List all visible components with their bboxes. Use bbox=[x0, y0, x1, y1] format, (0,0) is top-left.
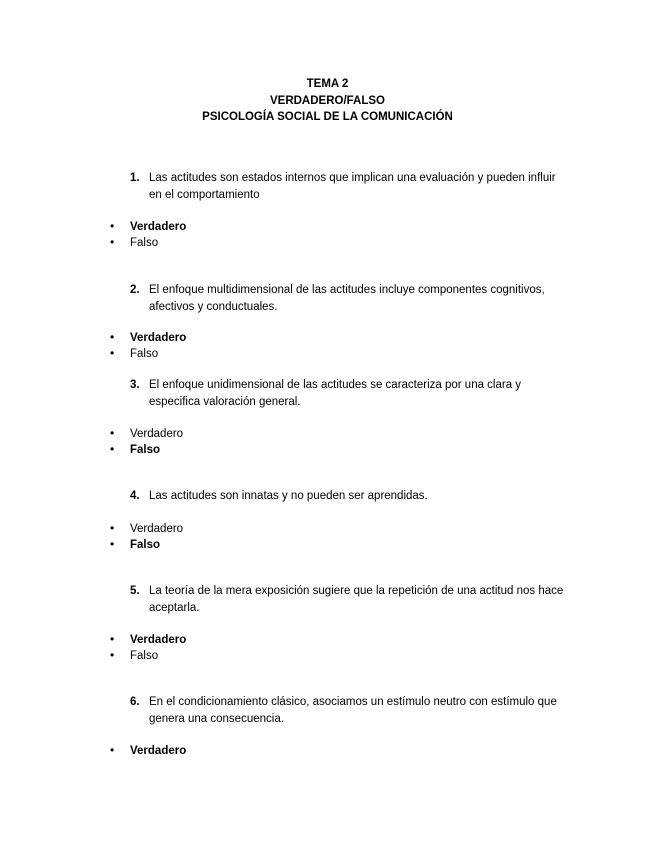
question-number: 3. bbox=[130, 379, 140, 391]
option-true: • Verdadero bbox=[110, 521, 184, 535]
option-false: • Falso bbox=[110, 537, 161, 551]
question-text: El enfoque unidimensional de las actitudes se caracteriza por una clara y especifica valoración general. bbox=[149, 379, 522, 408]
question-number: 5. bbox=[130, 585, 140, 597]
question-text: En el condicionamiento clásico, asociamos un estímulo neutro con estímulo que genera una consecuencia. bbox=[149, 696, 557, 725]
bullet-icon: • bbox=[110, 632, 115, 646]
option-true: • Verdadero bbox=[110, 743, 187, 757]
question-number: 6. bbox=[130, 696, 140, 708]
bullet-icon: • bbox=[110, 648, 115, 662]
bullet-icon: • bbox=[110, 235, 115, 249]
question-3 bbox=[130, 377, 570, 410]
document-header bbox=[0, 76, 655, 126]
bullet-icon: • bbox=[110, 346, 115, 360]
option-true: • Verdadero bbox=[110, 426, 184, 440]
bullet-icon: • bbox=[110, 743, 115, 757]
question-number: 1. bbox=[130, 172, 140, 184]
question-text: Las actitudes son estados internos que implican una evaluación y pueden influir en el comportamiento bbox=[149, 172, 556, 201]
question-text: Las actitudes son innatas y no pueden ser aprendidas. bbox=[149, 490, 428, 502]
option-true: • Verdadero bbox=[110, 632, 187, 646]
bullet-icon: • bbox=[110, 426, 115, 440]
option-false: • Falso bbox=[110, 442, 161, 456]
question-number: 2. bbox=[130, 284, 140, 296]
question-4 bbox=[130, 488, 570, 505]
question-number: 4. bbox=[130, 490, 140, 502]
header-course: PSICOLOGÍA SOCIAL DE LA COMUNICACIÓN bbox=[202, 111, 453, 123]
header-subtitle: VERDADERO/FALSO bbox=[269, 94, 385, 107]
question-text: La teoría de la mera exposición sugiere que la repetición de una actitud nos hace aceptarla. bbox=[149, 585, 564, 614]
question-5 bbox=[130, 583, 570, 616]
question-6 bbox=[130, 694, 570, 727]
bullet-icon: • bbox=[110, 521, 115, 535]
header-topic: TEMA 2 bbox=[306, 78, 349, 90]
bullet-icon: • bbox=[110, 219, 115, 233]
bullet-icon: • bbox=[110, 442, 115, 456]
question-2 bbox=[130, 282, 570, 315]
bullet-icon: • bbox=[110, 537, 115, 551]
option-true: • Verdadero bbox=[110, 219, 187, 233]
option-false: • Falso bbox=[110, 235, 159, 249]
question-text: El enfoque multidimensional de las actitudes incluye componentes cognitivos, afectivos y conductuales. bbox=[149, 284, 545, 313]
option-false: • Falso bbox=[110, 346, 159, 360]
option-true: • Verdadero bbox=[110, 330, 187, 344]
option-false: • Falso bbox=[110, 648, 159, 662]
question-1 bbox=[130, 170, 570, 203]
bullet-icon: • bbox=[110, 330, 115, 344]
